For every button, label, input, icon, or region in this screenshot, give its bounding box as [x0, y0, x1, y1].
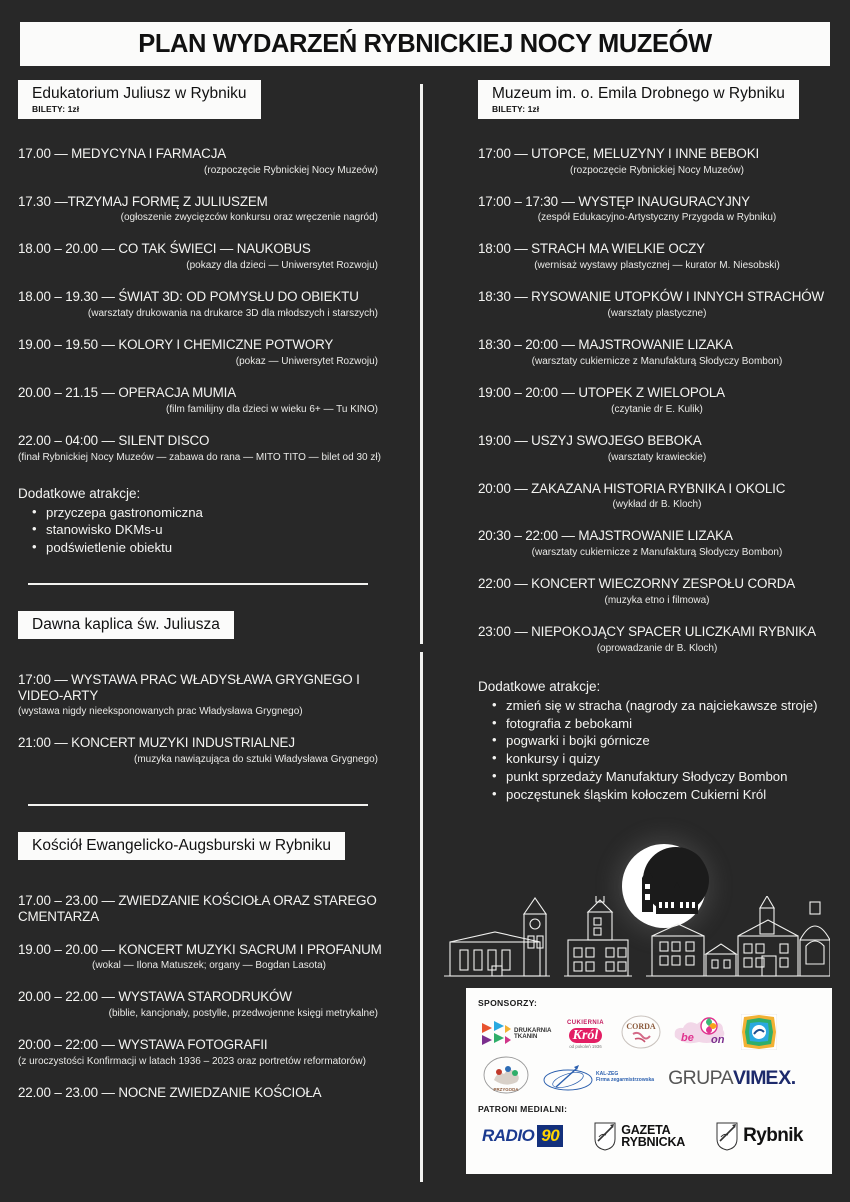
event-item [18, 672, 400, 719]
event-subtitle: (biblie, kancjonały, postylle, przedwojenne księgi metrykalne) [108, 1008, 378, 1020]
venue-header-kosciol [18, 832, 345, 860]
event-item [18, 146, 400, 177]
event-item [18, 433, 400, 464]
section-muzeum [430, 80, 850, 804]
svg-text:PRZYGODA: PRZYGODA [493, 1086, 519, 1092]
event-item [478, 146, 836, 177]
gazeta-line1: GAZETA [621, 1122, 671, 1137]
radio90-word: RADIO [482, 1126, 535, 1145]
event-subtitle: (rozpoczęcie Rybnickiej Nocy Muzeów) [570, 164, 744, 176]
extras-list [478, 697, 836, 804]
kalzeg-mark-icon [542, 1063, 594, 1093]
radio90-badge: 90 [537, 1125, 563, 1147]
right-column [430, 80, 850, 804]
event-item [18, 194, 400, 225]
event-title: 20:30 – 22:00 — MAJSTROWANIE LIZAKA [478, 528, 733, 544]
event-item [478, 385, 836, 416]
extras-block [478, 679, 836, 804]
przygoda-mark-icon [482, 1056, 530, 1096]
event-item [478, 624, 836, 655]
media-logo-rybnik [715, 1121, 803, 1151]
event-item [18, 385, 400, 416]
event-subtitle: (muzyka nawiązująca do sztuki Władysława Grygnego) [134, 754, 378, 766]
event-subtitle: (wernisaż wystawy plastycznej — kurator M. Niesobski) [534, 260, 780, 272]
venue-header-kaplica [18, 611, 234, 639]
rybnik-crest-icon [715, 1121, 739, 1151]
event-title: 17:00 — UTOPCE, MELUZYNY I INNE BEBOKI [478, 145, 760, 161]
rybnik-crest-icon [593, 1121, 617, 1151]
event-title: 22.00 – 23.00 — NOCNE ZWIEDZANIE KOŚCIOŁA [18, 1085, 322, 1101]
section-kosciol [0, 832, 420, 1101]
venue-name: Dawna kaplica św. Juliusza [32, 615, 220, 633]
extras-heading: Dodatkowe atrakcje: [478, 678, 601, 694]
page-title: PLAN WYDARZEŃ RYBNICKIEJ NOCY MUZEÓW [138, 29, 712, 58]
venue-header-muzeum [478, 80, 799, 119]
event-title: 17.00 – 23.00 — ZWIEDZANIE KOŚCIOŁA ORAZ STAREGO CMENTARZA [18, 893, 377, 924]
event-subtitle: (czytanie dr E. Kulik) [611, 403, 703, 415]
event-title: 22:00 — KONCERT WIECZORNY ZESPOŁU CORDA [478, 576, 796, 592]
event-subtitle: (wokal — Ilona Matuszek; organy — Bogdan Lasota) [91, 960, 326, 972]
rybnik-wordmark: Rybnik [743, 1125, 803, 1146]
corda-mark-icon [620, 1014, 662, 1050]
event-item [18, 289, 400, 320]
event-subtitle: (rozpoczęcie Rybnickiej Nocy Muzeów) [204, 164, 378, 176]
section-divider [28, 804, 368, 806]
event-title: 19:00 — USZYJ SWOJEGO BEBOKA [478, 432, 702, 448]
event-item [478, 194, 836, 225]
extras-list [18, 504, 400, 557]
event-title: 19:00 – 20:00 — UTOPEK Z WIELOPOLA [478, 384, 725, 400]
event-subtitle: (wystawa nigdy nieeksponowanych prac Władysława Grygnego) [18, 706, 303, 718]
sponsor-logo-bombon [671, 1015, 733, 1054]
list-item: • pogwarki i bojki górnicze [492, 732, 836, 750]
event-subtitle: (wykład dr B. Kloch) [612, 499, 702, 511]
event-item [478, 289, 836, 320]
extras-block [18, 486, 400, 557]
event-subtitle: (muzyka etno i filmowa) [604, 594, 710, 606]
event-title: 18:00 — STRACH MA WIELKIE OCZY [478, 241, 705, 257]
event-subtitle: (zespół Edukacyjno-Artystyczny Przygoda w Rybniku) [537, 212, 777, 224]
venue-ticket-price: BILETY: 1zł [32, 103, 80, 114]
list-item: • przyczepa gastronomiczna [32, 504, 400, 522]
event-item [478, 241, 836, 272]
gazeta-wordmark [621, 1124, 685, 1149]
section-divider [28, 583, 368, 585]
gazeta-line2: RYBNICKA [621, 1135, 686, 1149]
sponsor-logo-grupa-vimex: GRUPAVIMƎX. [668, 1066, 796, 1089]
sponsor-name: DRUKARNIA TKANIN [514, 1026, 552, 1040]
event-item [18, 735, 400, 766]
svg-text:be: be [681, 1031, 695, 1044]
sponsor-logo-dobra-energia [741, 1014, 777, 1055]
event-item [478, 433, 836, 464]
sponsor-name: KAL-ZEG Firma zegarmistrzowska [596, 1071, 655, 1083]
drukarnia-mark-icon [478, 1017, 512, 1051]
event-title: 17:00 — WYSTAWA PRAC WŁADYSŁAWA GRYGNEGO I VIDEO-ARTY [18, 671, 360, 703]
column-divider-bottom [420, 652, 423, 1182]
event-title: 20.00 – 21.15 — OPERACJA MUMIA [18, 384, 237, 400]
venue-ticket-price: BILETY: 1zł [492, 103, 540, 114]
svg-text:on: on [711, 1033, 725, 1046]
event-item [18, 893, 400, 925]
event-title: 18.00 – 19.30 — ŚWIAT 3D: OD POMYSŁU DO OBIEKTU [18, 289, 359, 305]
event-subtitle: (film familijny dla dzieci w wieku 6+ — Tu KINO) [165, 403, 378, 415]
event-title: 20.00 – 22.00 — WYSTAWA STARODRUKÓW [18, 989, 292, 1005]
event-title: 22.00 – 04:00 — SILENT DISCO [18, 432, 210, 448]
event-title: 17:00 – 17:30 — WYSTĘP INAUGURACYJNY [478, 193, 750, 209]
event-item [478, 481, 836, 512]
event-subtitle: (z uroczystości Konfirmacji w latach 1936 – 2023 oraz portretów reformatorów) [18, 1056, 366, 1068]
event-subtitle: (warsztaty cukiernicze z Manufakturą Słodyczy Bombon) [531, 547, 783, 559]
list-item: • konkursy i quizy [492, 750, 836, 768]
event-title: 20:00 – 22:00 — WYSTAWA FOTOGRAFII [18, 1037, 268, 1053]
event-title: 17.00 — MEDYCYNA I FARMACJA [18, 145, 227, 161]
dobra-energia-mark-icon [741, 1014, 777, 1050]
bombon-mark-icon [671, 1015, 733, 1049]
event-title: 19.00 – 20.00 — KONCERT MUZYKI SACRUM I PROFANUM [18, 941, 382, 957]
event-item [18, 989, 400, 1020]
event-title: 21:00 — KONCERT MUZYKI INDUSTRIALNEJ [18, 735, 295, 751]
list-item: • stanowisko DKMs-u [32, 521, 400, 539]
event-title: 23:00 — NIEPOKOJĄCY SPACER ULICZKAMI RYBNIKA [478, 623, 816, 639]
event-item [478, 576, 836, 607]
event-subtitle: (warsztaty krawieckie) [607, 451, 707, 463]
list-item: • fotografia z bebokami [492, 715, 836, 733]
city-skyline-icon [440, 896, 830, 984]
event-item [18, 1037, 400, 1068]
event-title: 20:00 — ZAKAZANA HISTORIA RYBNIKA I OKOLIC [478, 480, 786, 496]
event-item [18, 1085, 400, 1101]
venue-header-edukatorium [18, 80, 261, 119]
event-subtitle: (warsztaty drukowania na drukarce 3D dla młodszych i starszych) [87, 308, 378, 320]
event-subtitle: (warsztaty cukiernicze z Manufakturą Słodyczy Bombon) [531, 355, 783, 367]
sponsor-logo-cukiernia-krol: CUKIERNIA Król od pokoleń 1936 [567, 1019, 604, 1049]
list-item: • poczęstunek śląskim kołoczem Cukierni Król [492, 786, 836, 804]
venue-name: Edukatorium Juliusz w Rybniku [32, 85, 247, 102]
list-item: • punkt sprzedaży Manufaktury Słodyczy Bombon [492, 768, 836, 786]
event-title: 19.00 – 19.50 — KOLORY I CHEMICZNE POTWORY [18, 337, 334, 353]
venue-name: Kościół Ewangelicko-Augsburski w Rybniku [32, 837, 331, 855]
event-subtitle: (ogłoszenie zwycięzców konkursu oraz wręczenie nagród) [120, 212, 378, 224]
sponsor-logo-row [478, 1012, 820, 1056]
event-subtitle: (oprowadzanie dr B. Kloch) [596, 642, 718, 654]
event-subtitle: (pokazy dla dzieci — Uniwersytet Rozwoju) [186, 260, 378, 272]
event-title: 17.30 —TRZYMAJ FORMĘ Z JULIUSZEM [18, 193, 268, 209]
media-partners-label: PATRONI MEDIALNI: [478, 1104, 568, 1114]
column-divider-top [420, 84, 423, 644]
sponsors-panel [466, 988, 832, 1174]
media-logo-row [478, 1118, 820, 1154]
event-item [478, 528, 836, 559]
event-title: 18:30 – 20:00 — MAJSTROWANIE LIZAKA [478, 337, 733, 353]
media-logo-gazeta-rybnicka [593, 1121, 685, 1151]
venue-name: Muzeum im. o. Emila Drobnego w Rybniku [492, 85, 785, 102]
event-item [18, 942, 400, 973]
poster-title-banner [20, 22, 830, 66]
sponsor-logo-kalzeg [542, 1063, 654, 1093]
sponsor-logo-corda [619, 1014, 663, 1055]
event-subtitle: (pokaz — Uniwersytet Rozwoju) [235, 355, 378, 367]
sponsor-logo-drukarnia-tkanin [478, 1017, 551, 1051]
list-item: • zmień się w stracha (nagrody za najciekawsze stroje) [492, 697, 836, 715]
event-title: 18.00 – 20.00 — CO TAK ŚWIECI — NAUKOBUS [18, 241, 311, 257]
sponsors-label: SPONSORZY: [478, 998, 538, 1008]
extras-heading: Dodatkowe atrakcje: [18, 485, 141, 501]
section-edukatorium [0, 80, 420, 557]
event-title: 18:30 — RYSOWANIE UTOPKÓW I INNYCH STRACHÓW [478, 289, 824, 305]
event-logo-block [430, 838, 830, 983]
event-item [18, 337, 400, 368]
event-subtitle: (finał Rybnickiej Nocy Muzeów — zabawa do rana — MITO TITO — bilet od 30 zł) [18, 451, 381, 463]
list-item: • podświetlenie obiektu [32, 539, 400, 557]
event-subtitle: (warsztaty plastyczne) [607, 308, 707, 320]
left-column [0, 80, 420, 1101]
media-logo-radio90 [482, 1125, 563, 1147]
svg-text:CORDA: CORDA [626, 1021, 657, 1031]
event-item [18, 241, 400, 272]
sponsor-logo-row [478, 1058, 820, 1098]
sponsor-logo-przygoda [478, 1056, 534, 1101]
section-kaplica [0, 611, 420, 766]
event-item [478, 337, 836, 368]
